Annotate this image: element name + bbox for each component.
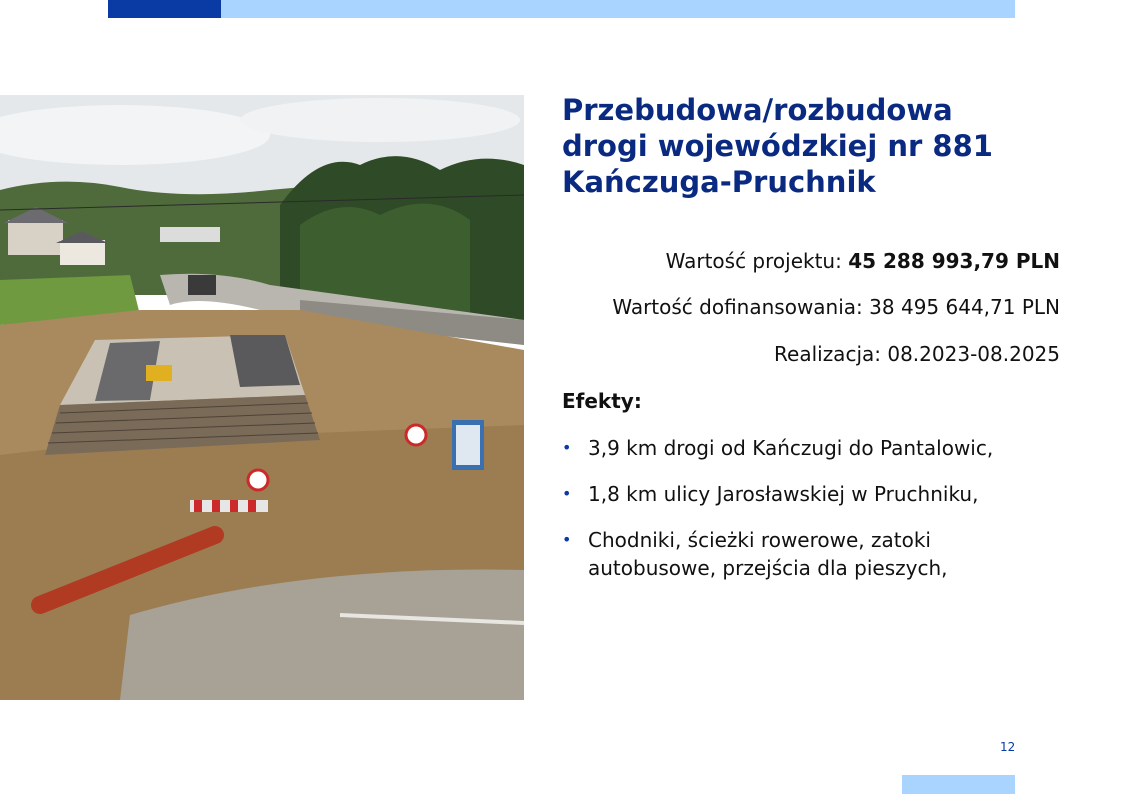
cofinancing-value: 38 495 644,71 PLN [869, 295, 1060, 319]
effects-list [562, 434, 1062, 600]
title-line-3: Kańczuga-Pruchnik [562, 165, 876, 199]
bottom-accent-bar [902, 775, 1015, 794]
top-accent-bar-light [221, 0, 1015, 18]
title-line-2: drogi wojewódzkiej nr 881 [562, 129, 993, 163]
realization-line [774, 342, 1060, 366]
effect-text: 3,9 km drogi od Kańczugi do Pantalowic, [588, 436, 994, 460]
cofinancing-label: Wartość dofinansowania: [612, 295, 870, 319]
project-value: 45 288 993,79 PLN [848, 249, 1060, 273]
bullet-icon: • [562, 438, 572, 457]
cofinancing-line [612, 295, 1060, 319]
realization-label: Realizacja: [774, 342, 888, 366]
list-item [562, 434, 1062, 462]
list-item [562, 480, 1062, 508]
project-value-line [666, 249, 1060, 273]
effect-text: 1,8 km ulicy Jarosławskiej w Pruchniku, [588, 482, 979, 506]
bullet-icon: • [562, 484, 572, 503]
list-item [562, 526, 1062, 582]
page-number: 12 [1000, 740, 1016, 754]
effects-heading: Efekty: [562, 389, 642, 413]
slide-title [562, 92, 1082, 200]
bullet-icon: • [562, 530, 572, 549]
effect-text: Chodniki, ścieżki rowerowe, zatoki autobusowe, przejścia dla pieszych, [588, 528, 948, 580]
realization-value: 08.2023-08.2025 [887, 342, 1060, 366]
title-line-1: Przebudowa/rozbudowa [562, 93, 953, 127]
project-value-label: Wartość projektu: [665, 249, 849, 273]
top-accent-bar-dark [108, 0, 221, 18]
construction-site-photo [0, 95, 524, 700]
